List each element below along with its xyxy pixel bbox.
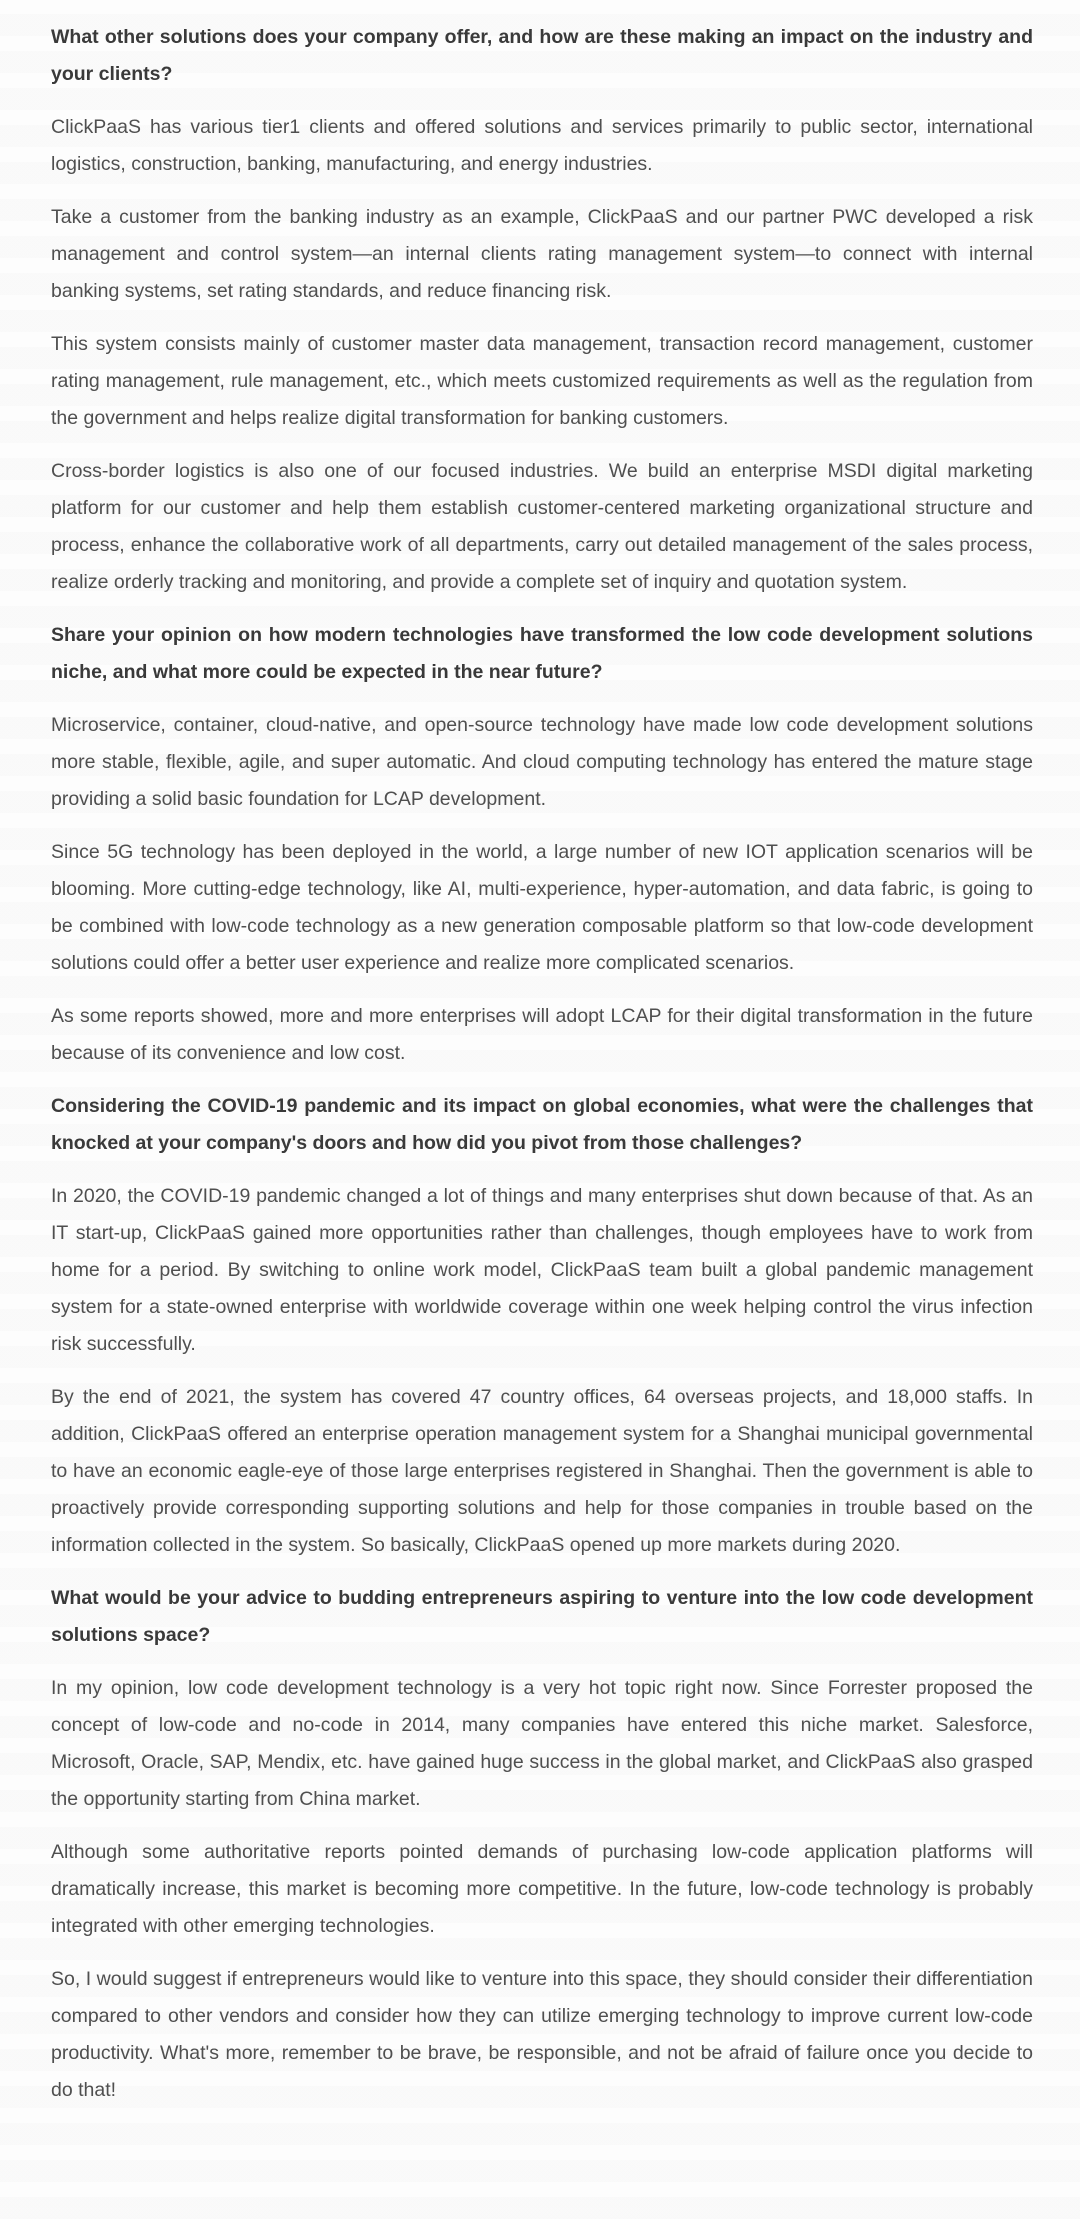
answer-paragraph: Since 5G technology has been deployed in the world, a large number of new IOT application scenarios will be blooming. More cutting-edge technology, like AI, multi-experience, hyper-automation, and data fabric, is going to be combined with low-code technology as a new generation composable platform so that low-code development solutions could offer a better user experience and realize more complicated scenarios. xyxy=(51,841,1033,974)
answer-paragraph: ClickPaaS has various tier1 clients and offered solutions and services primarily to public sector, international logistics, construction, banking, manufacturing, and energy industries. xyxy=(51,116,1033,175)
answer-paragraph: Take a customer from the banking industry as an example, ClickPaaS and our partner PWC developed a risk management and control system—an internal clients rating management system—to connect with internal banking systems, set rating standards, and reduce financing risk. xyxy=(51,206,1033,302)
interview-article xyxy=(51,19,1033,2109)
answer-paragraph: In my opinion, low code development technology is a very hot topic right now. Since Forrester proposed the concept of low-code and no-code in 2014, many companies have entered this niche market. Salesforce, Microsoft, Oracle, SAP, Mendix, etc. have gained huge success in the global market, and ClickPaaS also grasped the opportunity starting from China market. xyxy=(51,1677,1033,1810)
answer-paragraph: So, I would suggest if entrepreneurs would like to venture into this space, they should consider their differentiation compared to other vendors and consider how they can utilize emerging technology to improve current low-code productivity. What's more, remember to be brave, be responsible, and not be afraid of failure once you decide to do that! xyxy=(51,1968,1033,2101)
answer-paragraph: This system consists mainly of customer master data management, transaction record management, customer rating management, rule management, etc., which meets customized requirements as well as the regulation from the government and helps realize digital transformation for banking customers. xyxy=(51,333,1033,429)
interview-question: What would be your advice to budding entrepreneurs aspiring to venture into the low code development solutions space? xyxy=(51,1587,1033,1646)
interview-question: Considering the COVID-19 pandemic and its impact on global economies, what were the challenges that knocked at your company's doors and how did you pivot from those challenges? xyxy=(51,1095,1033,1154)
answer-paragraph: Although some authoritative reports pointed demands of purchasing low-code application platforms will dramatically increase, this market is becoming more competitive. In the future, low-code technology is probably integrated with other emerging technologies. xyxy=(51,1841,1033,1937)
interview-question: Share your opinion on how modern technologies have transformed the low code development solutions niche, and what more could be expected in the near future? xyxy=(51,624,1033,683)
answer-paragraph: In 2020, the COVID-19 pandemic changed a lot of things and many enterprises shut down because of that. As an IT start-up, ClickPaaS gained more opportunities rather than challenges, though employees have to work from home for a period. By switching to online work model, ClickPaaS team built a global pandemic management system for a state-owned enterprise with worldwide coverage within one week helping control the virus infection risk successfully. xyxy=(51,1185,1033,1355)
interview-question: What other solutions does your company offer, and how are these making an impact on the industry and your clients? xyxy=(51,26,1033,85)
answer-paragraph: By the end of 2021, the system has covered 47 country offices, 64 overseas projects, and 18,000 staffs. In addition, ClickPaaS offered an enterprise operation management system for a Shanghai municipal governmental to have an economic eagle-eye of those large enterprises registered in Shanghai. Then the government is able to proactively provide corresponding supporting solutions and help for those companies in trouble based on the information collected in the system. So basically, ClickPaaS opened up more markets during 2020. xyxy=(51,1386,1033,1556)
answer-paragraph: Cross-border logistics is also one of our focused industries. We build an enterprise MSDI digital marketing platform for our customer and help them establish customer-centered marketing organizational structure and process, enhance the collaborative work of all departments, carry out detailed management of the sales process, realize orderly tracking and monitoring, and provide a complete set of inquiry and quotation system. xyxy=(51,460,1033,593)
answer-paragraph: As some reports showed, more and more enterprises will adopt LCAP for their digital transformation in the future because of its convenience and low cost. xyxy=(51,1005,1033,1064)
answer-paragraph: Microservice, container, cloud-native, and open-source technology have made low code development solutions more stable, flexible, agile, and super automatic. And cloud computing technology has entered the mature stage providing a solid basic foundation for LCAP development. xyxy=(51,714,1033,810)
